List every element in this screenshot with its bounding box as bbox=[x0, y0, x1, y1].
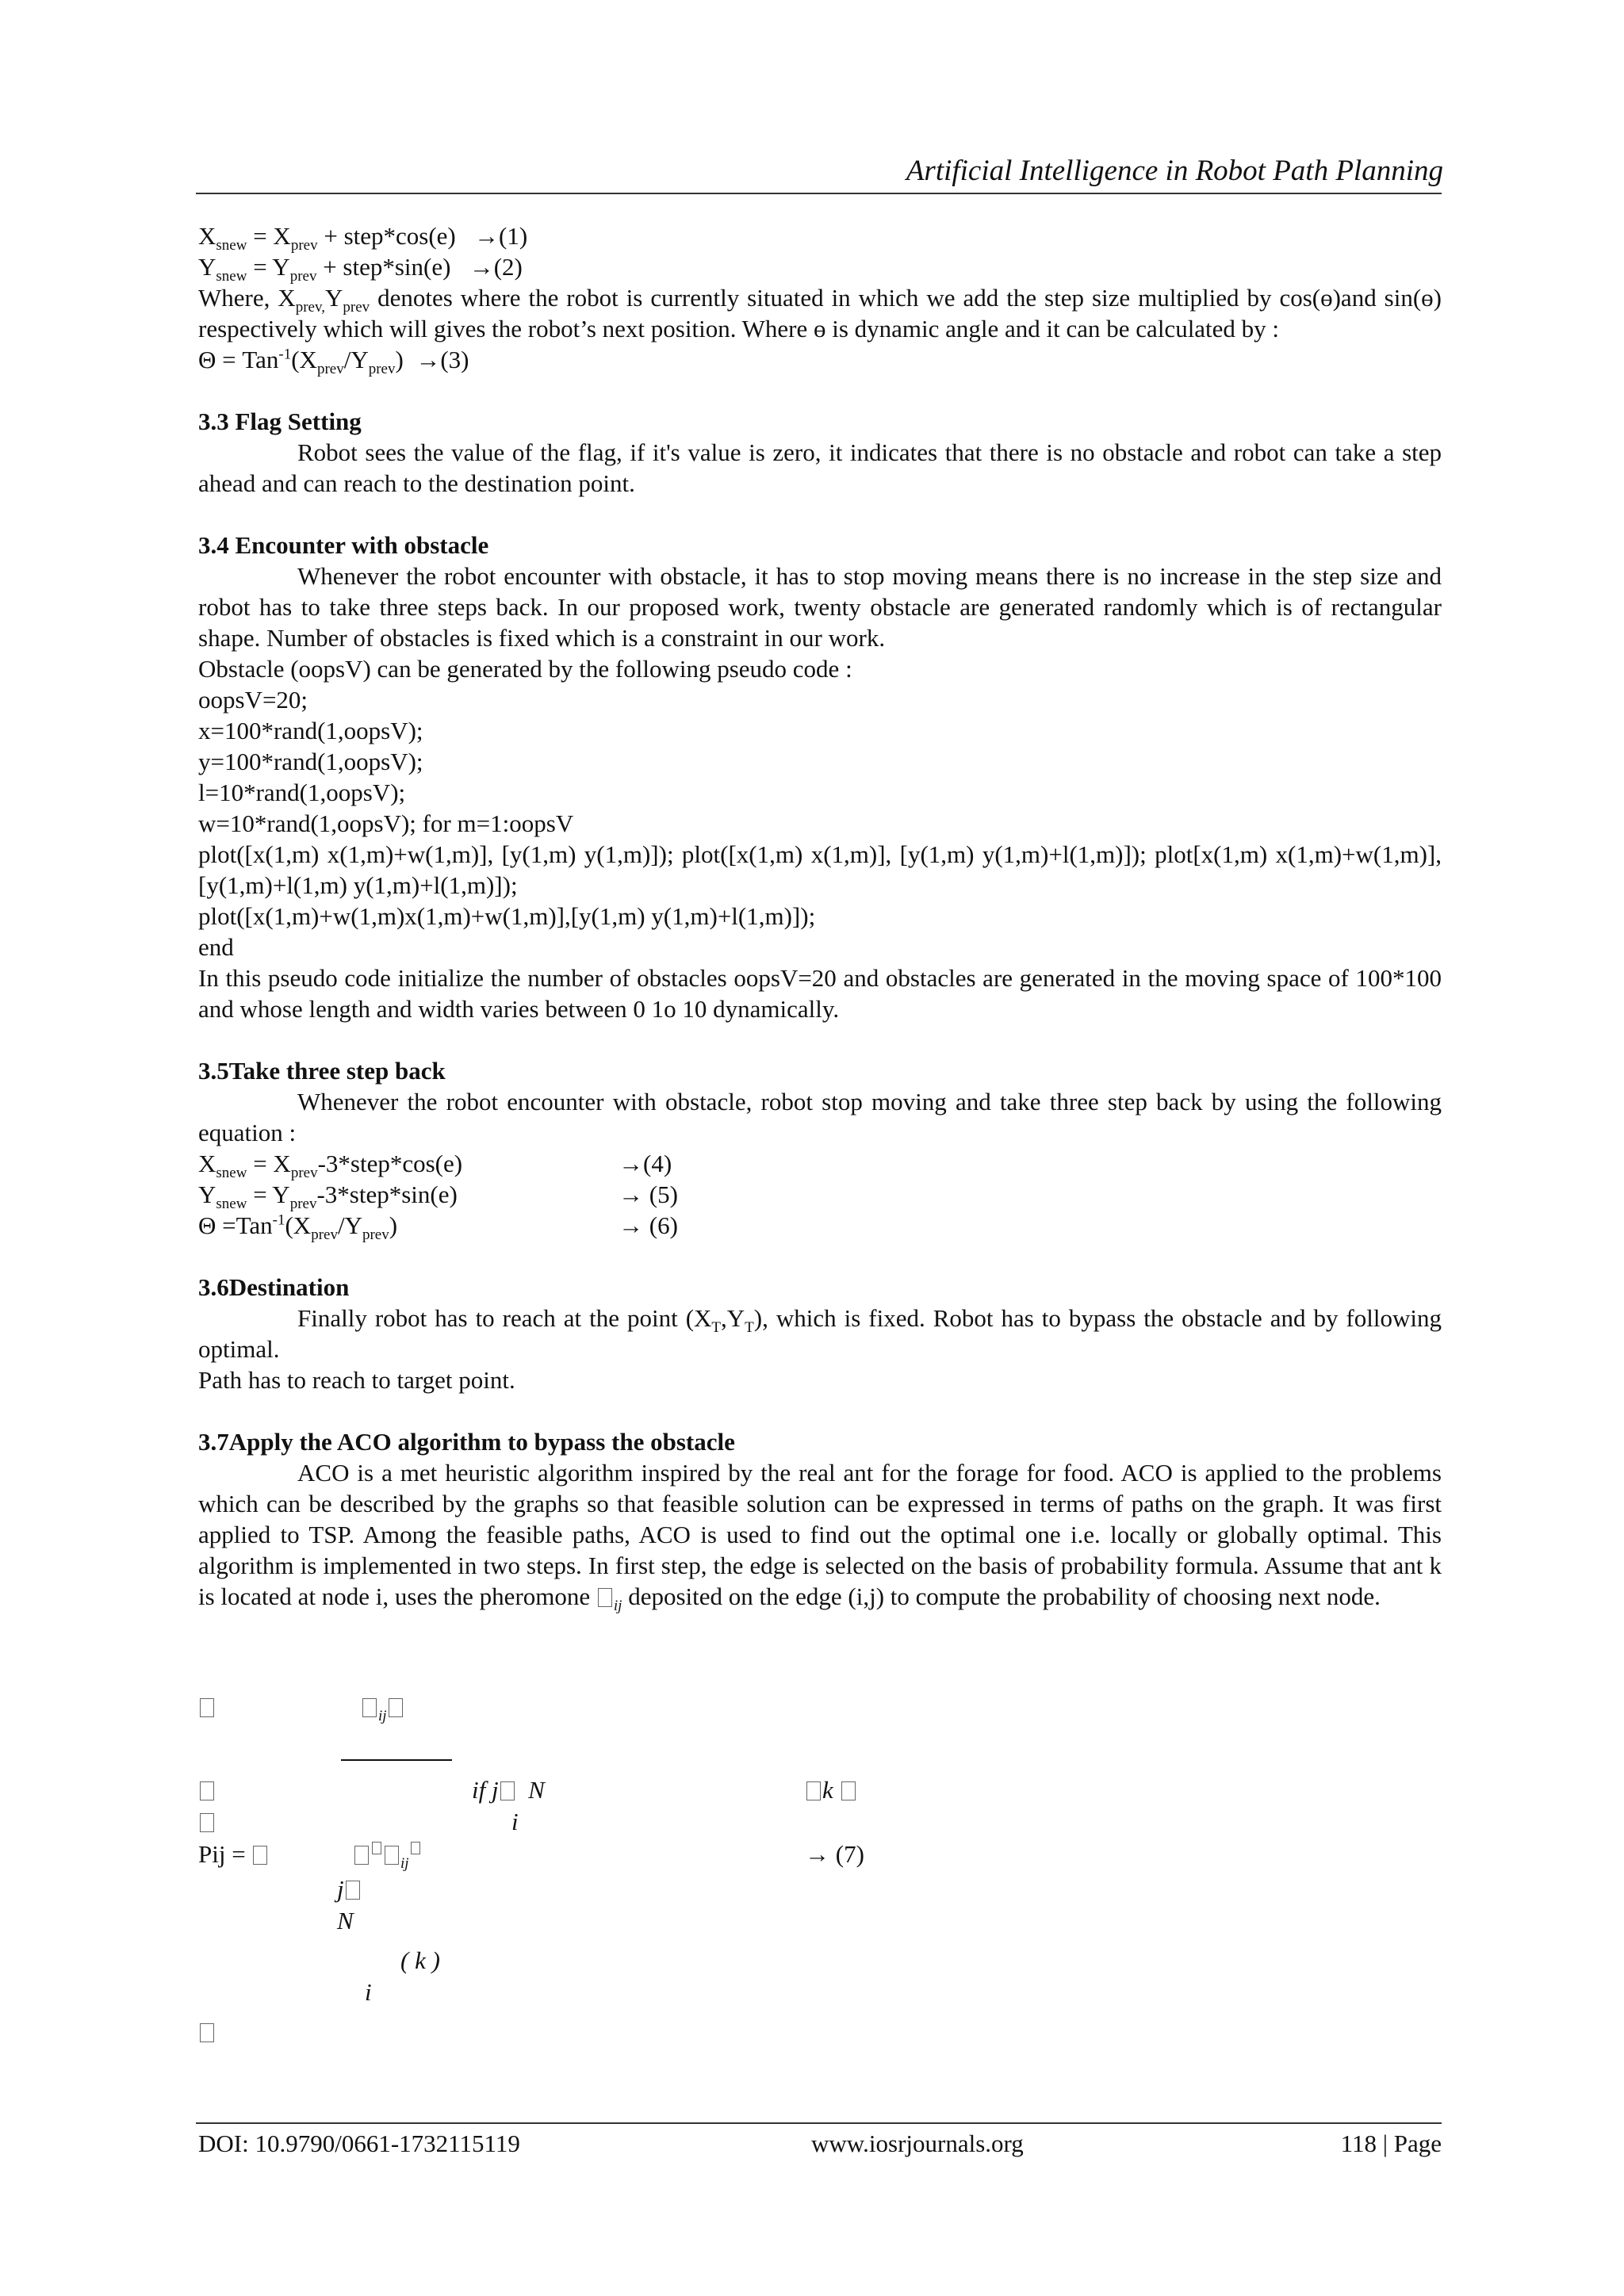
equation-ref: → (7) bbox=[805, 1840, 864, 1868]
missing-glyph-icon bbox=[598, 1588, 612, 1607]
code-line: plot([x(1,m)+w(1,m)x(1,m)+w(1,m)],[y(1,m) y(1,m)+l(1,m)]); bbox=[198, 902, 816, 930]
where-paragraph: Where, $X_{prev,}Y_{prev}$ denotes where the robot is currently situated in which we add the step size multiplied by cos(ɵ)and sin(ɵ) respectively which will gives the robot’s next position. Where ɵ is dynamic angle and it can be calculated by : bbox=[198, 284, 1442, 342]
pseudo-code-intro: Obstacle (oopsV) can be generated by the following pseudo code : bbox=[198, 655, 852, 683]
equation-3: $\Theta = Tan^{-1}(X_{prev}/Y_{prev}) \to(3)$ bbox=[198, 346, 469, 378]
section-heading-3-5: 3.5Take three step back bbox=[198, 1057, 446, 1085]
equation-5: $Y_{snew}$ = $Y_{prev}-3*step*\sin(e)$ → (5) bbox=[198, 1181, 678, 1213]
section-3-3-body: Robot sees the value of the flag, if it's value is zero, it indicates that there is no obstacle and robot can take a step ahead and can reach to the destination point. bbox=[198, 438, 1442, 497]
missing-glyph-icon bbox=[806, 1781, 821, 1800]
section-heading-3-4: 3.4 Encounter with obstacle bbox=[198, 531, 489, 559]
missing-glyph-icon bbox=[385, 1846, 399, 1865]
missing-glyph-icon bbox=[200, 1698, 214, 1717]
missing-glyph-icon bbox=[411, 1842, 420, 1854]
equation-1: $X_{snew} = X_{prev}$ + step*cos(e) →(1) bbox=[198, 222, 528, 254]
missing-glyph-icon bbox=[841, 1781, 856, 1800]
header-divider bbox=[196, 193, 1442, 194]
section-heading-3-6: 3.6Destination bbox=[198, 1273, 350, 1301]
missing-glyph-icon bbox=[200, 1813, 214, 1832]
equation-ref: →(3) bbox=[416, 346, 469, 373]
code-line: plot([x(1,m) x(1,m)+w(1,m)], [y(1,m) y(1,m)]); plot([x(1,m) x(1,m)], [y(1,m) y(1,m)+l(1,m)]); plot[x(1,m) x(1,m)+w(1,m)],[y(1,m)+l(1,m) y(1,m)+l(1,m)]); bbox=[198, 840, 1442, 899]
equation-2: $Y_{snew} = Y_{prev}$ + step*sin(e) →(2) bbox=[198, 253, 523, 285]
section-3-4-body: Whenever the robot encounter with obstacle, it has to stop moving means there is no increase in the step size and robot has to take three steps back. In our proposed work, twenty obstacle are generated randomly which is of rectangular shape. Number of obstacles is fixed which is a constraint in our work. bbox=[198, 562, 1442, 652]
code-line: x=100*rand(1,oopsV); bbox=[198, 717, 423, 744]
equation-ref: →(2) bbox=[469, 253, 523, 281]
running-header: Artificial Intelligence in Robot Path Planning bbox=[906, 155, 1443, 187]
fraction-bar bbox=[341, 1759, 452, 1761]
footer-website: www.iosrjournals.org bbox=[811, 2130, 1024, 2157]
code-line: end bbox=[198, 933, 234, 961]
section-3-6-body: Finally robot has to reach at the point $(X_T,Y_T)$, which is fixed. Robot has to bypass the obstacle and by following optimal. bbox=[198, 1304, 1442, 1363]
footer-divider bbox=[196, 2122, 1442, 2124]
missing-glyph-icon bbox=[354, 1846, 369, 1865]
code-line: l=10*rand(1,oopsV); bbox=[198, 779, 406, 806]
equation-ref: → (5) bbox=[619, 1181, 678, 1208]
missing-glyph-icon bbox=[200, 2023, 214, 2042]
missing-glyph-icon bbox=[253, 1846, 267, 1865]
section-3-6-tail: Path has to reach to target point. bbox=[198, 1366, 515, 1394]
section-heading-3-7: 3.7Apply the ACO algorithm to bypass the obstacle bbox=[198, 1428, 735, 1456]
pseudo-code-block bbox=[198, 684, 1442, 962]
code-line: w=10*rand(1,oopsV); for m=1:oopsV bbox=[198, 809, 574, 837]
equation-ref: →(1) bbox=[474, 222, 528, 250]
code-line: oopsV=20; bbox=[198, 686, 308, 714]
section-3-5-body: Whenever the robot encounter with obstacle, robot stop moving and take three step back by using the following equation : bbox=[198, 1088, 1442, 1146]
equation-6: $\Theta =Tan^{-1}(X_{prev}/Y_{prev})$ → (6) bbox=[198, 1211, 678, 1244]
missing-glyph-icon bbox=[500, 1781, 515, 1800]
footer-page-number: 118 | Page bbox=[1340, 2130, 1442, 2157]
missing-glyph-icon bbox=[200, 1781, 214, 1800]
pseudo-code-explanation: In this pseudo code initialize the number of obstacles oopsV=20 and obstacles are generated in the moving space of 100*100 and whose length and width varies between 0 1o 10 dynamically. bbox=[198, 964, 1442, 1023]
equation-ref: →(4) bbox=[619, 1150, 672, 1177]
missing-glyph-icon bbox=[346, 1881, 360, 1900]
code-line: y=100*rand(1,oopsV); bbox=[198, 748, 423, 775]
missing-glyph-icon bbox=[372, 1842, 381, 1854]
equation-ref: → (6) bbox=[619, 1211, 678, 1239]
equation-4: $X_{snew}$ = $X_{prev}-3*step*\cos(e)$ →(4) bbox=[198, 1150, 672, 1182]
main-content bbox=[198, 220, 1442, 2048]
missing-glyph-icon bbox=[362, 1698, 377, 1717]
probability-formula: $_{ij}$ if j N k i Pij = $_{ij}$ → (7) j N ( k ) i bbox=[198, 1691, 1442, 2048]
section-3-7-body: ACO is a met heuristic algorithm inspired by the real ant for the forage for food. ACO is applied to the problems which can be described by the graphs so that feasible solution can be expressed in terms of paths on the graph. It was first applied to TSP. Among the feasible paths, ACO is used to find out the optimal one i.e. locally or globally optimal. This algorithm is implemented in two steps. In first step, the edge is selected on the basis of probability formula. Assume that ant k is located at node i, uses the pheromone $_{ij}$ deposited on the edge (i,j) to compute the probability of choosing next node. bbox=[198, 1459, 1442, 1615]
section-heading-3-3: 3.3 Flag Setting bbox=[198, 408, 362, 435]
footer-doi: DOI: 10.9790/0661-1732115119 bbox=[198, 2130, 520, 2157]
missing-glyph-icon bbox=[389, 1698, 403, 1717]
